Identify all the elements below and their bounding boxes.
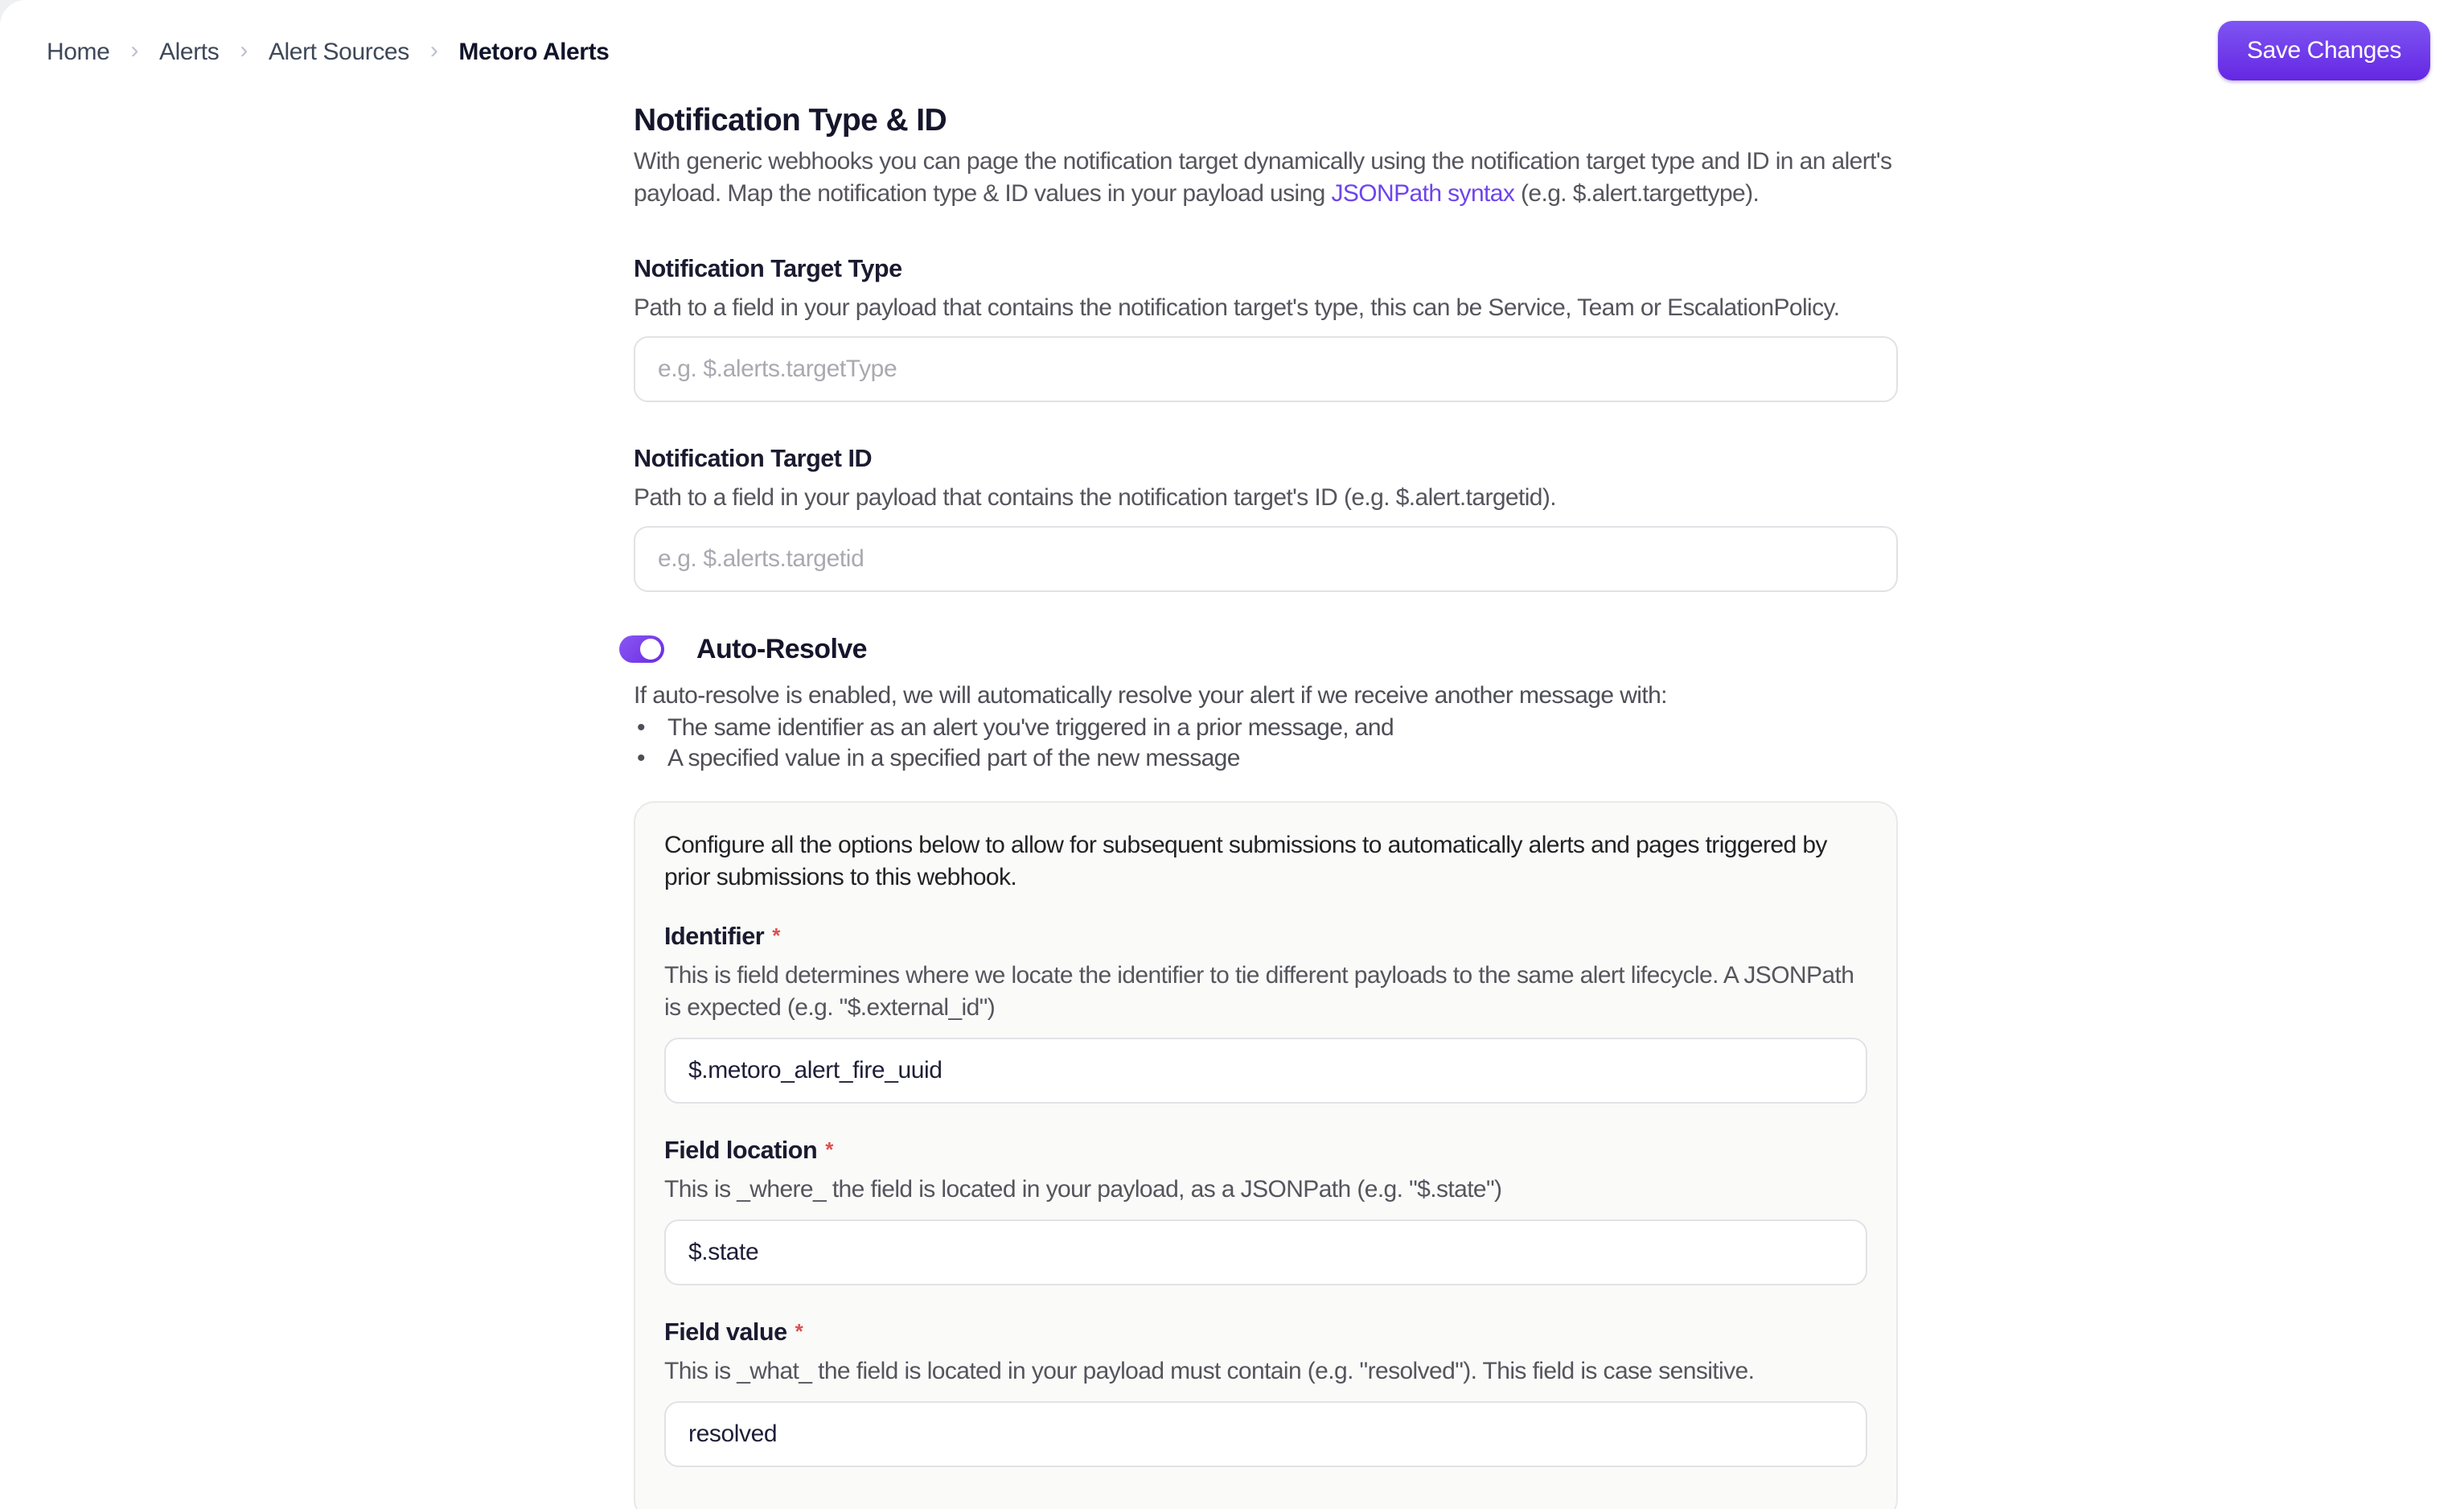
- identifier-group: [664, 921, 1867, 1103]
- section-intro: [634, 146, 1898, 212]
- breadcrumb: [47, 38, 609, 65]
- target-type-input[interactable]: [634, 335, 1898, 401]
- main-content: [0, 103, 1898, 1509]
- bullet-item: • The same identifier as an alert you've triggered in a prior message, and: [634, 712, 1898, 743]
- breadcrumb-alerts[interactable]: Alerts: [159, 38, 220, 65]
- target-type-label: Notification Target Type: [634, 255, 902, 283]
- field-value-input[interactable]: [664, 1400, 1867, 1466]
- field-value-label-text: Field value: [664, 1318, 787, 1347]
- field-location-group: [664, 1135, 1867, 1285]
- auto-resolve-description: If auto-resolve is enabled, we will automatically resolve your alert if we receive another message with:: [634, 681, 1667, 709]
- auto-resolve-row: [619, 633, 1898, 665]
- top-bar: [0, 0, 2464, 103]
- identifier-description: This is field determines where we locate the identifier to tie different payloads to the same alert lifecycle. A JSONPath is expected (e.g. "$.external_id"): [664, 961, 1854, 1022]
- field-location-label-text: Field location: [664, 1137, 818, 1165]
- target-type-description: Path to a field in your payload that contains the notification target's type, this can be Service, Team or EscalationPolicy.: [634, 294, 1840, 322]
- identifier-label-text: Identifier: [664, 923, 765, 951]
- jsonpath-syntax-link[interactable]: JSONPath syntax: [1331, 180, 1515, 208]
- required-asterisk: *: [772, 923, 780, 948]
- identifier-input[interactable]: [664, 1037, 1867, 1103]
- breadcrumb-alert-sources[interactable]: Alert Sources: [268, 38, 409, 65]
- field-value-description: This is _what_ the field is located in your payload must contain (e.g. "resolved"). This field is case sensitive.: [664, 1357, 1755, 1385]
- target-id-input[interactable]: [634, 525, 1898, 591]
- auto-resolve-config-card: [634, 801, 1898, 1509]
- field-value-label: [664, 1317, 1867, 1349]
- target-id-description: Path to a field in your payload that contains the notification target's ID (e.g. $.alert.targetid).: [634, 483, 1557, 512]
- identifier-label: [664, 921, 1867, 953]
- chevron-right-icon: ›: [240, 36, 248, 64]
- chevron-right-icon: ›: [429, 36, 438, 64]
- chevron-right-icon: ›: [130, 36, 139, 64]
- required-asterisk: *: [795, 1318, 803, 1343]
- field-value-group: [664, 1317, 1867, 1466]
- save-changes-button[interactable]: Save Changes: [2218, 21, 2430, 80]
- target-id-label: Notification Target ID: [634, 445, 873, 473]
- intro-text-after-link: (e.g. $.alert.targettype).: [1514, 180, 1760, 208]
- auto-resolve-label: Auto-Resolve: [696, 633, 867, 664]
- field-location-input[interactable]: [664, 1219, 1867, 1285]
- auto-resolve-toggle[interactable]: [619, 635, 664, 663]
- field-location-label: [664, 1135, 1867, 1167]
- card-intro-text: Configure all the options below to allow for subsequent submissions to automatically alerts and pages triggered by prior submissions to this webhook.: [664, 832, 1827, 892]
- required-asterisk: *: [825, 1137, 833, 1162]
- breadcrumb-current-page: Metoro Alerts: [458, 38, 610, 65]
- breadcrumb-home[interactable]: Home: [47, 38, 110, 65]
- toggle-knob-icon: [640, 639, 661, 660]
- target-id-group: [634, 443, 1898, 591]
- field-location-description: This is _where_ the field is located in your payload, as a JSONPath (e.g. "$.state"): [664, 1175, 1502, 1203]
- auto-resolve-bullet-list: [634, 712, 1898, 775]
- target-type-group: [634, 253, 1898, 401]
- bullet-item: • A specified value in a specified part of the new message: [634, 744, 1898, 775]
- intro-text-before-link: With generic webhooks you can page the notification target dynamically using the notification target type and ID in an alert's payload. Map the notification type & ID values in your payload using: [634, 148, 1892, 208]
- section-title: Notification Type & ID: [634, 103, 947, 138]
